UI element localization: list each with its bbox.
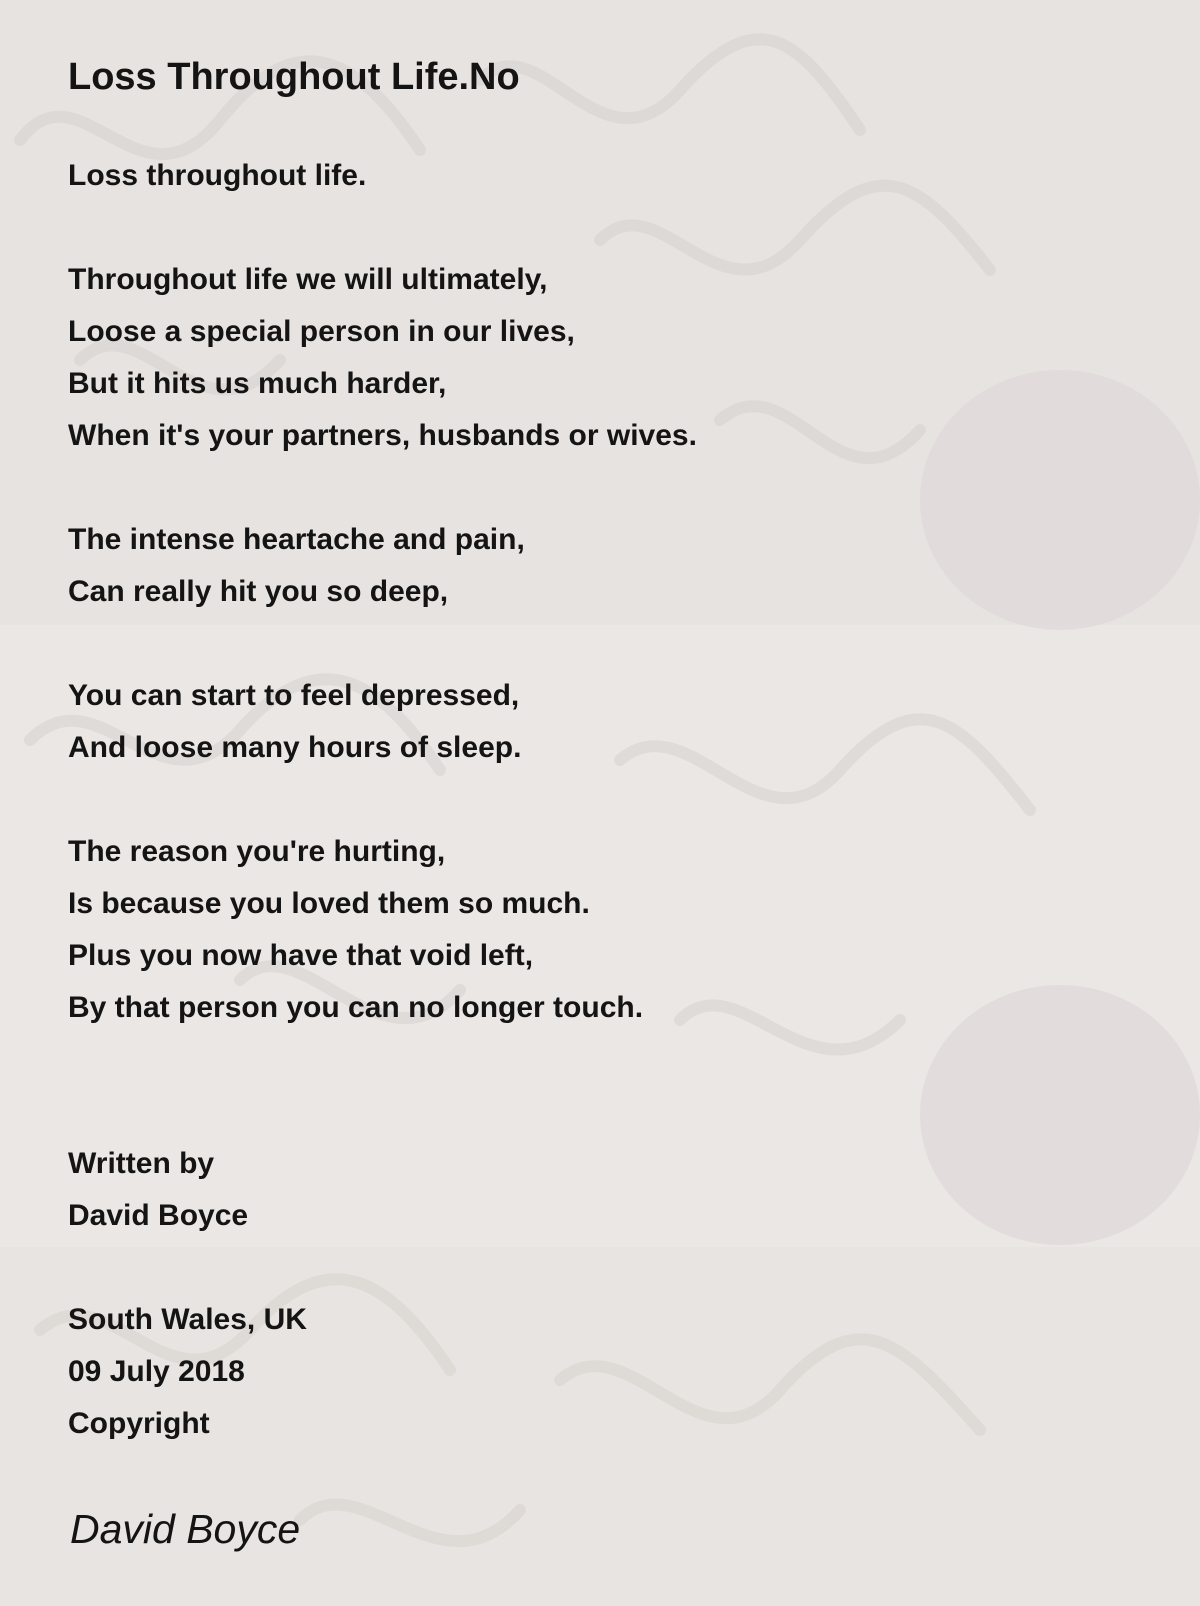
- poem-line: Is because you loved them so much.: [68, 887, 590, 920]
- author-signature: David Boyce: [70, 1506, 301, 1552]
- section-break: [68, 1242, 697, 1294]
- poem-line: Can really hit you so deep,: [68, 575, 449, 608]
- stanza-break: [68, 1086, 697, 1138]
- stanza-break: [68, 202, 697, 254]
- written-by-label: Written by: [68, 1147, 215, 1180]
- poem-line: But it hits us much harder,: [68, 367, 447, 400]
- poem-line: You can start to feel depressed,: [68, 679, 520, 712]
- poem-line: Loose a special person in our lives,: [68, 315, 575, 348]
- stanza-break: [68, 774, 697, 826]
- poem-line: The intense heartache and pain,: [68, 523, 525, 556]
- poem-line: The reason you're hurting,: [68, 835, 446, 868]
- publish-date: 09 July 2018: [68, 1355, 245, 1388]
- stanza-break: [68, 1034, 697, 1086]
- stanza-break: [68, 618, 697, 670]
- copyright-label: Copyright: [68, 1407, 210, 1440]
- poem-body: [68, 150, 697, 1450]
- poem-title: Loss Throughout Life.No: [68, 56, 520, 98]
- poem-line: And loose many hours of sleep.: [68, 731, 522, 764]
- poem-line: When it's your partners, husbands or wives.: [68, 419, 697, 452]
- poem-line: By that person you can no longer touch.: [68, 991, 644, 1024]
- poem-line: Loss throughout life.: [68, 159, 367, 192]
- poem-line: Plus you now have that void left,: [68, 939, 534, 972]
- author-location: South Wales, UK: [68, 1303, 307, 1336]
- poem-line: Throughout life we will ultimately,: [68, 263, 548, 296]
- stanza-break: [68, 462, 697, 514]
- author-name: David Boyce: [68, 1199, 249, 1232]
